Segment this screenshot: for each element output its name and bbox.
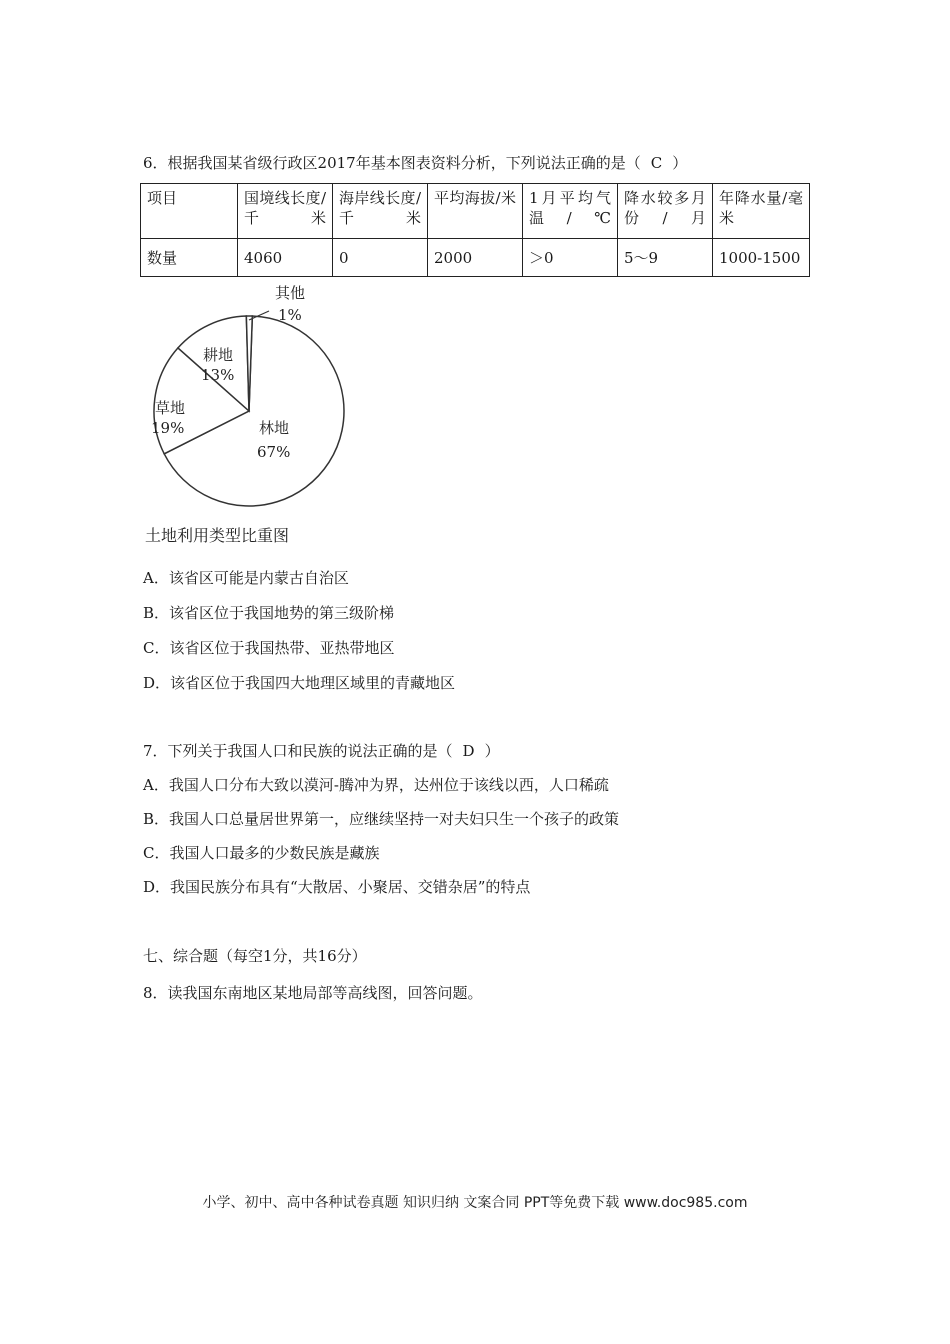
- q7-option-c: C．我国人口最多的少数民族是藏族: [143, 844, 380, 862]
- value-cell: 5～9: [618, 239, 713, 277]
- q6-option-b: B．该省区位于我国地势的第三级阶梯: [143, 604, 395, 622]
- value-cell: 4060: [238, 239, 333, 277]
- value-cell: 1000-1500: [713, 239, 810, 277]
- value-cell: 2000: [428, 239, 523, 277]
- region-data-table: [140, 183, 810, 277]
- q6-answer: C: [650, 154, 663, 172]
- header-cell: 平均海拔/米: [428, 184, 523, 239]
- header-cell: 国境线长度/千米: [238, 184, 333, 239]
- q6-option-c: C．该省区位于我国热带、亚热带地区: [143, 639, 395, 657]
- header-cell: 年降水量/毫米: [713, 184, 810, 239]
- q6-option-a: A．该省区可能是内蒙古自治区: [143, 569, 349, 587]
- pie-label-grassland: 草地: [155, 399, 186, 417]
- question-7-stem: [143, 741, 500, 761]
- q7-option-b: B．我国人口总量居世界第一，应继续坚持一对夫妇只生一个孩子的政策: [143, 810, 620, 828]
- q7-option-d: D．我国民族分布具有“大散居、小聚居、交错杂居”的特点: [143, 878, 531, 896]
- pie-chart-title: 土地利用类型比重图: [145, 526, 290, 545]
- q7-close: ）: [484, 742, 500, 760]
- pie-label-forest: 林地: [259, 419, 290, 437]
- pie-label-farmland: 耕地: [203, 346, 234, 364]
- q7-answer: D: [462, 742, 475, 760]
- question-6-stem: [143, 153, 687, 173]
- q6-option-d: D．该省区位于我国四大地理区域里的青藏地区: [143, 674, 456, 692]
- pie-value-farmland: 13%: [201, 366, 235, 384]
- question-8-stem: 8．读我国东南地区某地局部等高线图，回答问题。: [143, 984, 483, 1002]
- value-cell: 0: [333, 239, 428, 277]
- table-row: [141, 184, 810, 239]
- value-cell: ＞0: [523, 239, 618, 277]
- header-cell: 1月平均气温/℃: [523, 184, 618, 239]
- pie-value-forest: 67%: [257, 443, 291, 461]
- table-row: [141, 239, 810, 277]
- pie-label-other: 其他: [275, 284, 306, 302]
- section-heading: 七、综合题（每空1分，共16分）: [143, 947, 367, 965]
- pie-value-grassland: 19%: [151, 419, 185, 437]
- q7-option-a: A．我国人口分布大致以漠河-腾冲为界，达州位于该线以西，人口稀疏: [143, 776, 609, 794]
- value-cell: 数量: [141, 239, 238, 277]
- page-footer: 小学、初中、高中各种试卷真题 知识归纳 文案合同 PPT等免费下载 www.doc985.com: [202, 1195, 748, 1211]
- q7-stem-text: 7．下列关于我国人口和民族的说法正确的是（: [143, 742, 453, 760]
- pie-value-other: 1%: [278, 306, 302, 324]
- q6-close: ）: [672, 154, 688, 172]
- land-use-pie-chart: [145, 278, 345, 548]
- header-cell: 海岸线长度/千米: [333, 184, 428, 239]
- q6-stem-text: 6．根据我国某省级行政区2017年基本图表资料分析，下列说法正确的是（: [143, 154, 641, 172]
- header-cell: 降水较多月份/月: [618, 184, 713, 239]
- header-cell: 项目: [141, 184, 238, 239]
